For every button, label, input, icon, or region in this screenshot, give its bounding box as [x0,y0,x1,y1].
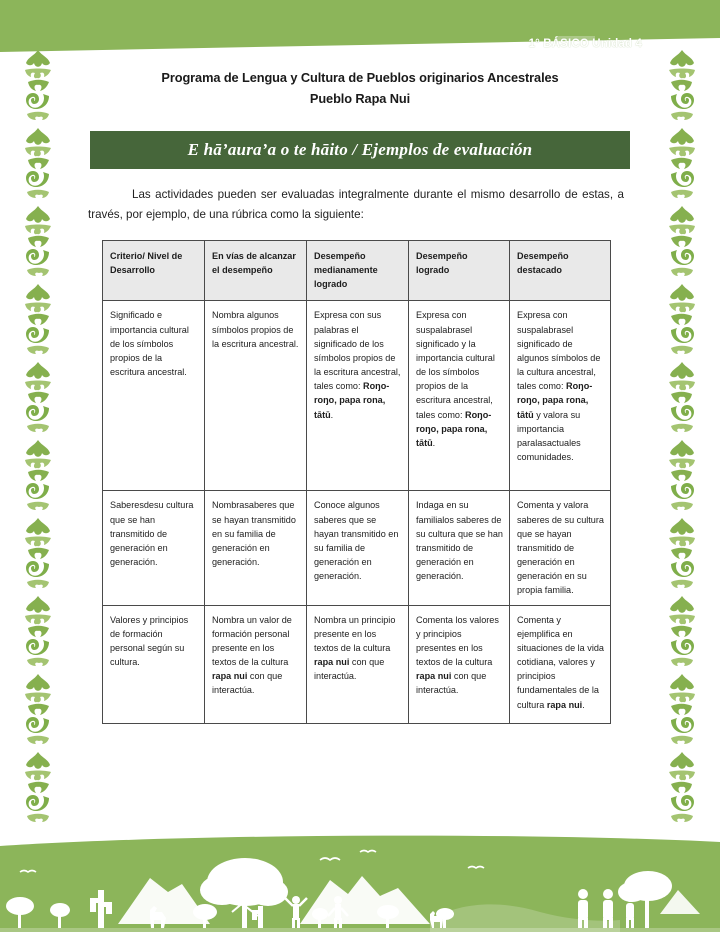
cell-r3-criterio: Valores y principios de formación personal según su cultura. [103,605,205,723]
section-banner [90,131,630,169]
rubric-header-medianamente: Desempeño medianamente logrado [307,240,409,301]
page-title-line-1: Programa de Lengua y Cultura de Pueblos originarios Ancestrales [161,70,559,85]
cell-r2-en-vias: Nombrasaberes que se hayan transmitido en su familia de generación en generación. [205,491,307,605]
unit-badge: 1° BÁSICO Unidad 4 [528,38,642,50]
rubric-header-logrado: Desempeño logrado [409,240,510,301]
rubric-header-destacado: Desempeño destacado [510,240,611,301]
cell-r1-medianamente: Expresa con sus palabras el significado de los símbolos propios de la escritura ancestral, tales como: Roŋo-roŋo, papa rona, tātū. [307,301,409,491]
document-content [88,68,632,724]
table-row [103,301,611,491]
cell-r1-en-vias: Nombra algunos símbolos propios de la escritura ancestral. [205,301,307,491]
section-banner-title: E hā’aura’a o te hāito / Ejemplos de evaluación [187,140,533,160]
rubric-header-criterio: Criterio/ Nivel de Desarrollo [103,240,205,301]
intro-paragraph [88,185,624,223]
bottom-landscape-illustration [0,832,720,932]
cell-r3-en-vias: Nombra un valor de formación personal presente en los textos de la cultura rapa nui con que interactúa. [205,605,307,723]
right-ornamental-border [662,46,702,846]
rubric-header-en-vias: En vías de alcanzar el desempeño [205,240,307,301]
cell-r2-criterio: Saberesdesu cultura que se han transmitido de generación en generación. [103,491,205,605]
cell-r1-destacado: Expresa con suspalabrasel significado de algunos símbolos de la cultura ancestral, tales como: Roŋo-roŋo, papa rona, tātū y valora su importancia paralasactuales comunidades. [510,301,611,491]
page-title-line-2: Pueblo Rapa Nui [309,90,411,106]
cell-r3-destacado: Comenta y ejemplifica en situaciones de la vida cotidiana, valores y principios fundamentales de la cultura rapa nui. [510,605,611,723]
rubric-table [102,240,611,724]
cell-r2-logrado: Indaga en su familialos saberes de su cultura que se han transmitido de generación en generación. [409,491,510,605]
intro-paragraph-text: Las actividades pueden ser evaluadas integralmente durante el mismo desarrollo de estas, a través, por ejemplo, de una rúbrica como la siguiente: [88,188,624,221]
cell-r1-criterio: Significado e importancia cultural de los símbolos propios de la escritura ancestral. [103,301,205,491]
cell-r2-destacado: Comenta y valora saberes de su cultura que se hayan transmitido de generación en generación en su propia familia. [510,491,611,605]
rubric-header-row [103,240,611,301]
page-title [88,68,632,109]
cell-r3-medianamente: Nombra un principio presente en los textos de la cultura rapa nui con que interactúa. [307,605,409,723]
cell-r2-medianamente: Conoce algunos saberes que se hayan transmitido en su familia de generación en generación. [307,491,409,605]
left-ornamental-border [18,46,58,846]
cell-r3-logrado: Comenta los valores y principios presentes en los textos de la cultura rapa nui con que interactúa. [409,605,510,723]
cell-r1-logrado: Expresa con suspalabrasel significado y la importancia cultural de los símbolos propios de la escritura ancestral, tales como: Roŋo-roŋo, papa rona, tātū. [409,301,510,491]
table-row [103,491,611,605]
table-row [103,605,611,723]
